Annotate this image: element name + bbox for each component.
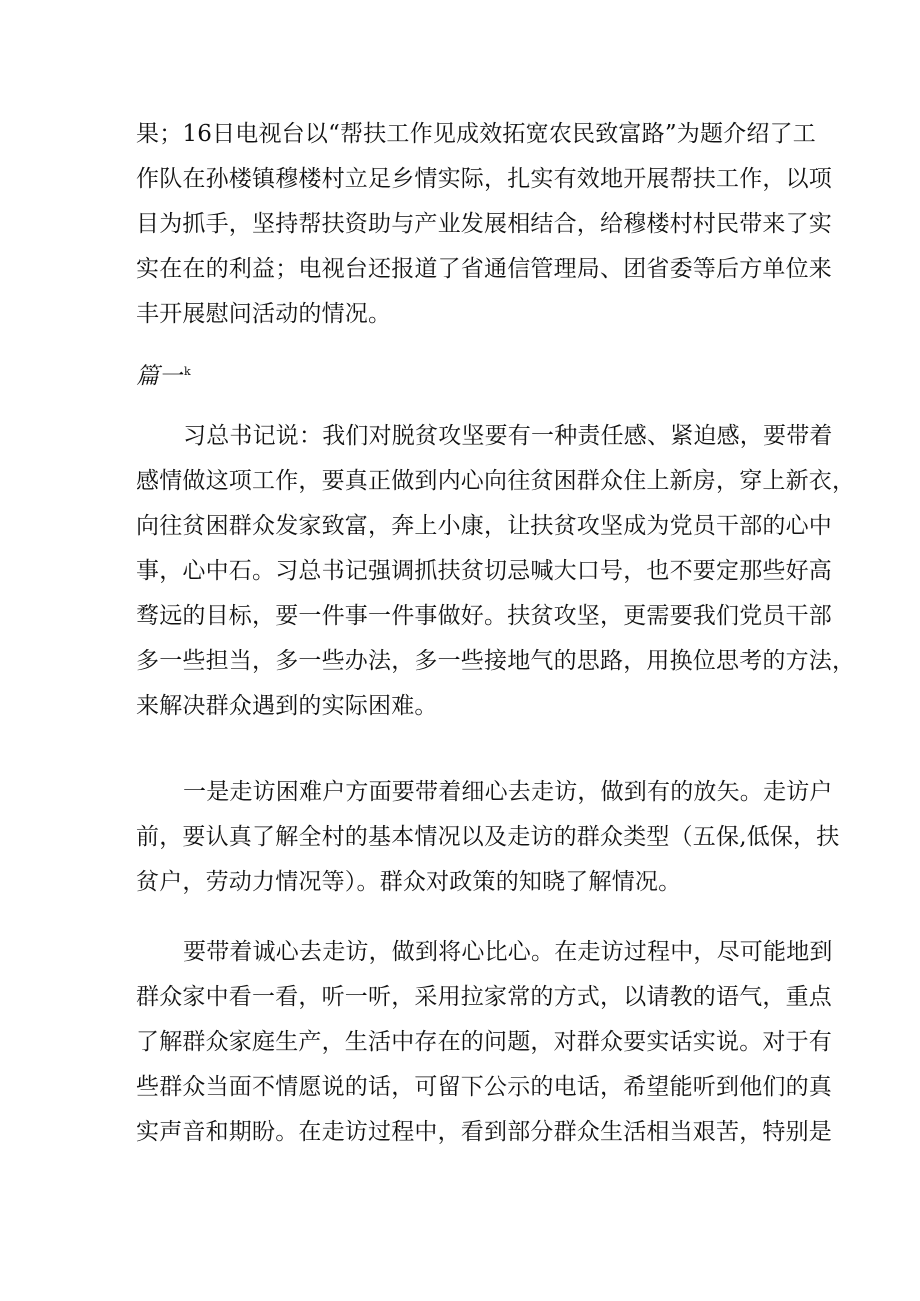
- para3-line-5: 实声音和期盼。在走访过程中，看到部分群众生活相当艰苦，特别是: [136, 1119, 832, 1145]
- para2-line-3: 贫户，劳动力情况等）。群众对政策的知晓了解情况。: [136, 869, 682, 895]
- section-heading-text: 篇一: [136, 363, 182, 390]
- section-heading-mark: k: [184, 365, 191, 378]
- para3-line-2: 群众家中看一看，听一听，采用拉家常的方式，以请教的语气，重点: [136, 984, 832, 1010]
- intro-line-4: 实在在的利益；电视台还报道了省通信管理局、团省委等后方单位来: [136, 256, 832, 282]
- para3-line-1: 要带着诚心去走访，做到将心比心。在走访过程中，尽可能地到: [183, 939, 833, 965]
- para1-line-7: 来解决群众遇到的实际困难。: [136, 693, 438, 719]
- intro-line-2: 作队在孙楼镇穆楼村立足乡情实际，扎实有效地开展帮扶工作，以项: [136, 166, 832, 192]
- intro-line-1: 果；16日电视台以“帮扶工作见成效拓宽农民致富路”为题介绍了工: [136, 121, 816, 147]
- para1-line-2: 感情做这项工作，要真正做到内心向往贫困群众住上新房，穿上新衣，: [136, 468, 856, 494]
- para2-line-1: 一是走访困难户方面要带着细心去走访，做到有的放矢。走访户: [183, 779, 833, 805]
- intro-line-3: 目为抓手，坚持帮扶资助与产业发展相结合，给穆楼村村民带来了实: [136, 211, 832, 237]
- para1-line-6: 多一些担当，多一些办法，多一些接地气的思路，用换位思考的方法，: [136, 648, 856, 674]
- para1-line-1: 习总书记说：我们对脱贫攻坚要有一种责任感、紧迫感，要带着: [183, 423, 833, 449]
- para1-line-4: 事，心中石。习总书记强调抓扶贫切忌喊大口号，也不要定那些好高: [136, 558, 832, 584]
- intro-line-5: 丰开展慰问活动的情况。: [136, 301, 392, 327]
- section-heading: [136, 358, 191, 391]
- para3-line-4: 些群众当面不情愿说的话，可留下公示的电话，希望能听到他们的真: [136, 1074, 832, 1100]
- para1-line-5: 骛远的目标，要一件事一件事做好。扶贫攻坚，更需要我们党员干部: [136, 603, 832, 629]
- para3-line-3: 了解群众家庭生产，生活中存在的问题，对群众要实话实说。对于有: [136, 1029, 832, 1055]
- para2-line-2: 前，要认真了解全村的基本情况以及走访的群众类型（五保,低保，扶: [136, 824, 840, 850]
- para1-line-3: 向往贫困群众发家致富，奔上小康，让扶贫攻坚成为党员干部的心中: [136, 513, 832, 539]
